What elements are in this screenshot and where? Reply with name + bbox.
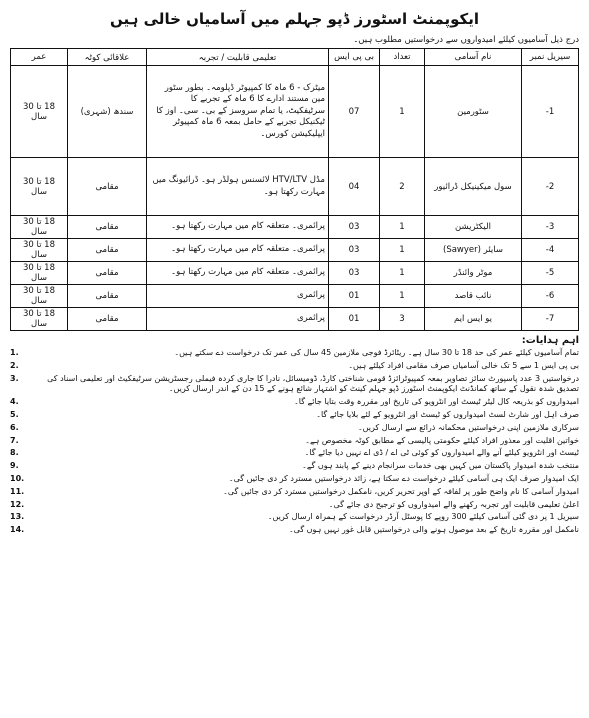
table-header-row xyxy=(11,49,579,66)
cell-count: 1 xyxy=(380,262,425,285)
notes-list xyxy=(10,348,579,536)
table-row xyxy=(11,158,579,216)
cell-age: 18 تا 30 سال xyxy=(11,308,68,331)
note-number: 13. xyxy=(10,512,25,522)
cell-age: 18 تا 30 سال xyxy=(11,285,68,308)
note-text: امیدوار آسامی کا نام واضح طور پر لفافہ کے اوپر تحریر کریں، نامکمل درخواستیں مسترد کر دی جائیں گی۔ xyxy=(223,486,579,496)
cell-requirements: پرائمری۔ متعلقہ کام میں مہارت رکھتا ہو۔ xyxy=(147,239,329,262)
note-text: سیریل 1 پر دی گئی آسامی کیلئے 300 روپے کا پوسٹل آرڈر درخواست کے ہمراہ ارسال کریں۔ xyxy=(267,512,579,522)
notes-title: اہم ہدایات: xyxy=(521,335,579,346)
cell-bps: 04 xyxy=(329,158,380,216)
cell-quota: مقامی xyxy=(68,262,147,285)
note-item xyxy=(10,348,579,359)
note-number: 12. xyxy=(10,499,25,509)
col-requirements: تعلیمی قابلیت / تجربہ xyxy=(147,49,329,66)
cell-bps: 03 xyxy=(329,262,380,285)
cell-post: سٹورمین xyxy=(425,66,522,158)
note-number: 5. xyxy=(10,409,19,419)
note-text: درخواستیں 3 عدد پاسپورٹ سائز تصاویر بمعہ کمپیوٹرائزڈ قومی شناختی کارڈ، ڈومیسائل، نادرا کا جاری کردہ فیملی رجسٹریشن سرٹیفکیٹ اور تعلیمی اسناد کی تصدیق شدہ نقول کے ساتھ کمانڈنٹ ایکوپمنٹ اسٹورز ڈپو جہلم کینٹ کو اشتہار شائع ہونے کے 15 دن کے اندر ارسال کریں۔ xyxy=(47,373,579,394)
col-age: عمر xyxy=(11,49,68,66)
col-count: تعداد xyxy=(380,49,425,66)
cell-count: 3 xyxy=(380,308,425,331)
cell-bps: 01 xyxy=(329,308,380,331)
cell-quota: مقامی xyxy=(68,308,147,331)
note-text: خواتین اقلیت اور معذور افراد کیلئے حکومتی پالیسی کے مطابق کوٹہ مخصوص ہے۔ xyxy=(305,435,579,445)
note-text: امیدواروں کو بذریعہ کال لیٹر ٹیسٹ اور انٹرویو کی تاریخ اور مقررہ وقت بتایا جائے گا۔ xyxy=(294,397,579,407)
cell-count: 1 xyxy=(380,239,425,262)
cell-count: 1 xyxy=(380,216,425,239)
note-number: 3. xyxy=(10,373,19,383)
table-row xyxy=(11,285,579,308)
note-number: 4. xyxy=(10,397,19,407)
note-item xyxy=(10,500,579,511)
cell-serial: 4- xyxy=(522,239,579,262)
cell-post: یو ایس ایم xyxy=(425,308,522,331)
cell-age: 18 تا 30 سال xyxy=(11,158,68,216)
note-number: 14. xyxy=(10,525,25,535)
note-number: 11. xyxy=(10,486,25,496)
cell-bps: 03 xyxy=(329,239,380,262)
note-number: 10. xyxy=(10,473,25,483)
cell-count: 1 xyxy=(380,66,425,158)
vacancies-table xyxy=(10,48,579,331)
note-item xyxy=(10,397,579,408)
note-item xyxy=(10,436,579,447)
cell-age: 18 تا 30 سال xyxy=(11,239,68,262)
note-number: 9. xyxy=(10,461,19,471)
cell-quota: مقامی xyxy=(68,158,147,216)
cell-requirements: پرائمری xyxy=(147,285,329,308)
note-item xyxy=(10,474,579,485)
intro-text: درج ذیل آسامیوں کیلئے امیدواروں سے درخواستیں مطلوب ہیں۔ xyxy=(353,35,579,45)
cell-post: نائب قاصد xyxy=(425,285,522,308)
cell-quota: مقامی xyxy=(68,239,147,262)
col-serial: سیریل نمبر xyxy=(522,49,579,66)
table-row xyxy=(11,308,579,331)
note-text: نامکمل اور مقررہ تاریخ کے بعد موصول ہونے والی درخواستیں قابل غور نہیں ہوں گی۔ xyxy=(288,525,579,535)
cell-serial: 1- xyxy=(522,66,579,158)
col-bps: بی پی ایس xyxy=(329,49,380,66)
note-text: ٹیسٹ اور انٹرویو کیلئے آنے والے امیدواروں کو کوئی ٹی اے / ڈی اے نہیں دیا جائے گا۔ xyxy=(304,448,579,458)
note-text: تمام آسامیوں کیلئے عمر کی حد 18 تا 30 سال ہے۔ ریٹائرڈ فوجی ملازمین 45 سال کی عمر تک درخواست دے سکتے ہیں۔ xyxy=(174,348,579,357)
note-item xyxy=(10,461,579,472)
cell-count: 1 xyxy=(380,285,425,308)
note-text: منتخب شدہ امیدوار پاکستان میں کہیں بھی خدمات سرانجام دینے کے پابند ہوں گے۔ xyxy=(302,461,579,471)
note-text: صرف اہل اور شارٹ لسٹ امیدواروں کو ٹیسٹ اور انٹرویو کے لئے بلایا جائے گا۔ xyxy=(316,409,579,419)
cell-bps: 01 xyxy=(329,285,380,308)
note-number: 6. xyxy=(10,422,19,432)
table-row xyxy=(11,216,579,239)
cell-quota: سندھ (شہری) xyxy=(68,66,147,158)
page-title: ایکوپمنٹ اسٹورز ڈپو جہلم میں آسامیاں خالی ہیں xyxy=(110,10,479,28)
cell-requirements: پرائمری xyxy=(147,308,329,331)
cell-requirements: پرائمری۔ متعلقہ کام میں مہارت رکھتا ہو۔ xyxy=(147,216,329,239)
note-item xyxy=(10,512,579,523)
cell-requirements: مڈل HTV/LTV لائسنس ہولڈر ہو۔ ڈرائیونگ میں مہارت رکھتا ہو۔ xyxy=(147,158,329,216)
cell-serial: 5- xyxy=(522,262,579,285)
cell-requirements: میٹرک - 6 ماہ کا کمپیوٹر ڈپلومہ۔ بطور سٹور مین مستند ادارے کا 6 ماہ کے تجربے کا سرٹیفکیٹ، یا تمام سروسز کے بی۔ سی۔ اوز کا ٹیکنیکل تجربے کے حامل بمعہ 6 ماہ کمپیوٹر ایپلیکیشن کورس۔ xyxy=(147,66,329,158)
note-text: بی پی ایس 1 سے 5 تک خالی آسامیاں صرف مقامی افراد کیلئے ہیں۔ xyxy=(348,360,579,370)
cell-quota: مقامی xyxy=(68,285,147,308)
note-item xyxy=(10,374,579,396)
note-number: 8. xyxy=(10,448,19,458)
cell-requirements: پرائمری۔ متعلقہ کام میں مہارت رکھتا ہو۔ xyxy=(147,262,329,285)
note-item xyxy=(10,361,579,372)
note-item xyxy=(10,423,579,434)
cell-age: 18 تا 30 سال xyxy=(11,262,68,285)
table-row xyxy=(11,66,579,158)
cell-bps: 03 xyxy=(329,216,380,239)
cell-quota: مقامی xyxy=(68,216,147,239)
cell-age: 18 تا 30 سال xyxy=(11,66,68,158)
note-text: سرکاری ملازمین اپنی درخواستیں محکمانہ ذرائع سے ارسال کریں۔ xyxy=(357,422,579,432)
cell-bps: 07 xyxy=(329,66,380,158)
col-quota: علاقائی کوٹہ xyxy=(68,49,147,66)
cell-serial: 3- xyxy=(522,216,579,239)
cell-post: سول میکینیکل ڈرائیور xyxy=(425,158,522,216)
note-item xyxy=(10,525,579,536)
cell-age: 18 تا 30 سال xyxy=(11,216,68,239)
note-text: ایک امیدوار صرف ایک ہی آسامی کیلئے درخواست دے سکتا ہے، زائد درخواستیں مسترد کر دی جائیں گی۔ xyxy=(228,473,579,483)
note-number: 1. xyxy=(10,348,19,357)
note-number: 2. xyxy=(10,360,19,370)
table-row xyxy=(11,262,579,285)
cell-count: 2 xyxy=(380,158,425,216)
note-item xyxy=(10,410,579,421)
table-row xyxy=(11,239,579,262)
note-number: 7. xyxy=(10,435,19,445)
cell-post: سایئر (Sawyer) xyxy=(425,239,522,262)
cell-serial: 7- xyxy=(522,308,579,331)
note-item xyxy=(10,448,579,459)
col-post: نام آسامی xyxy=(425,49,522,66)
note-text: اعلیٰ تعلیمی قابلیت اور تجربہ رکھنے والے امیدواروں کو ترجیح دی جائے گی۔ xyxy=(328,499,579,509)
cell-post: الیکٹریشن xyxy=(425,216,522,239)
cell-serial: 6- xyxy=(522,285,579,308)
cell-post: موٹر وائنڈر xyxy=(425,262,522,285)
cell-serial: 2- xyxy=(522,158,579,216)
note-item xyxy=(10,487,579,498)
